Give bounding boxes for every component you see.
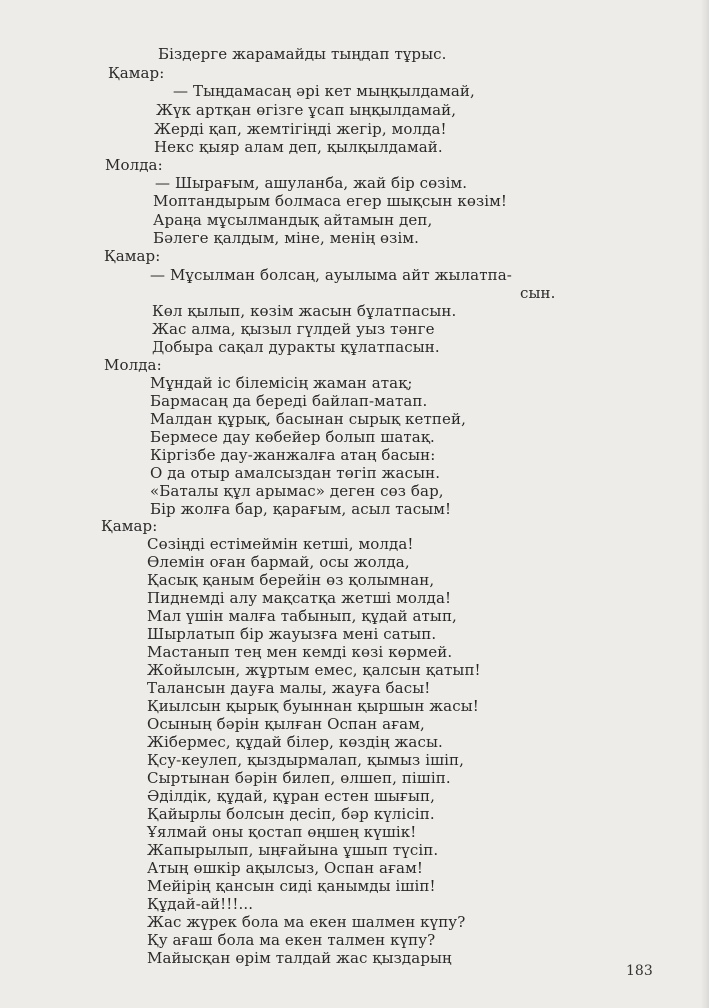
- verse-line: Некс қыяр алам деп, қылқылдамай.: [154, 138, 443, 156]
- verse-line: Пиднемді алу мақсатқа жетші молда!: [147, 589, 452, 607]
- verse-line: Жас алма, қызыл гүлдей уыз тәнге: [152, 320, 435, 338]
- speaker-label: Қамар:: [104, 247, 161, 265]
- verse-line: Жерді қап, жемтігіңді жегір, молда!: [154, 120, 447, 138]
- verse-line: Қайырлы болсын десіп, бәр күлісіп.: [147, 805, 435, 823]
- verse-line: Қсу-кеулеп, қыздырмалап, қымыз ішіп,: [147, 751, 465, 769]
- verse-line: Добыра сақал дуракты құлатпасын.: [152, 338, 440, 356]
- verse-line: Бәлеге қалдым, міне, менің өзім.: [153, 229, 419, 247]
- verse-line: Моптандырым болмаса егер шықсын көзім!: [153, 192, 508, 210]
- verse-line: Әділдік, құдай, құран естен шығып,: [147, 787, 436, 805]
- speaker-label: Молда:: [105, 156, 163, 174]
- verse-line: Араңа мұсылмандық айтамын деп,: [153, 211, 433, 229]
- verse-line: Ұялмай оны қостап өңшең күшік!: [147, 823, 417, 841]
- verse-line: Сыртынан бәрін билеп, өлшеп, пішіп.: [147, 769, 451, 787]
- verse-line: Қу ағаш бола ма екен талмен күпу?: [147, 931, 436, 949]
- verse-line: Жойылсын, жұртым емес, қалсын қатып!: [147, 661, 481, 679]
- verse-line: Атың өшкір ақылсыз, Оспан ағам!: [147, 859, 423, 877]
- verse-line: «Баталы құл арымас» деген сөз бар,: [150, 482, 444, 500]
- speaker-label: Молда:: [104, 356, 162, 374]
- verse-line: Кіргізбе дау-жанжалға атаң басын:: [150, 446, 436, 464]
- verse-line: Шырлатып бір жауызға мені сатып.: [147, 625, 437, 643]
- verse-line: Жүк артқан өгізге ұсап ыңқылдамай,: [156, 101, 457, 119]
- verse-line: Бермесе дау көбейер болып шатақ.: [150, 428, 435, 446]
- verse-line: О да отыр амалсыздан төгіп жасын.: [150, 464, 441, 482]
- page-number: 183: [626, 963, 653, 979]
- verse-line: Жібермес, құдай білер, көздің жасы.: [147, 733, 443, 751]
- verse-line: Мұндай іс білемісің жаман атақ;: [150, 374, 413, 392]
- speaker-label: Қамар:: [101, 517, 158, 535]
- verse-line: — Тыңдамасаң әрі кет мыңқылдамай,: [173, 82, 475, 100]
- verse-line: Сөзіңді естімеймін кетші, молда!: [147, 535, 414, 553]
- verse-line: Біздерге жарамайды тыңдап тұрыс.: [158, 45, 447, 63]
- verse-line-continuation: сын.: [520, 284, 556, 302]
- verse-line: Өлемін оған бармай, осы жолда,: [147, 553, 410, 571]
- verse-line: Көл қылып, көзім жасын бұлатпасын.: [152, 302, 457, 320]
- verse-line: Қиылсын қырық буыннан қыршын жасы!: [147, 697, 479, 715]
- verse-line: Малдан құрық, басынан сырық кетпей,: [150, 410, 466, 428]
- speaker-label: Қамар:: [108, 64, 165, 82]
- verse-line: Мейірің қансын сиді қанымды ішіп!: [147, 877, 436, 895]
- verse-line: Бір жолға бар, қарағым, асыл тасым!: [150, 500, 452, 518]
- verse-line: Қасық қаным берейін өз қолымнан,: [147, 571, 435, 589]
- verse-line: Осының бәрін қылған Оспан ағам,: [147, 715, 425, 733]
- verse-line: Бармасаң да береді байлап-матап.: [150, 392, 428, 410]
- verse-line: Талансын дауға малы, жауға басы!: [147, 679, 431, 697]
- verse-line: Мастанып тең мен кемді көзі көрмей.: [147, 643, 453, 661]
- verse-line: Мал үшін малға табынып, құдай атып,: [147, 607, 457, 625]
- verse-line: Жас жүрек бола ма екен шалмен күпу?: [147, 913, 466, 931]
- verse-line: — Шырағым, ашуланба, жай бір сөзім.: [155, 174, 468, 192]
- verse-line: — Мұсылман болсаң, ауылыма айт жылатпа-: [150, 266, 512, 284]
- page-edge-shadow: [701, 0, 709, 1008]
- verse-line: Майысқан өрім талдай жас қыздарың: [147, 949, 452, 967]
- verse-line: Құдай-ай!!!...: [147, 895, 254, 913]
- verse-line: Жапырылып, ыңғайына ұшып түсіп.: [147, 841, 439, 859]
